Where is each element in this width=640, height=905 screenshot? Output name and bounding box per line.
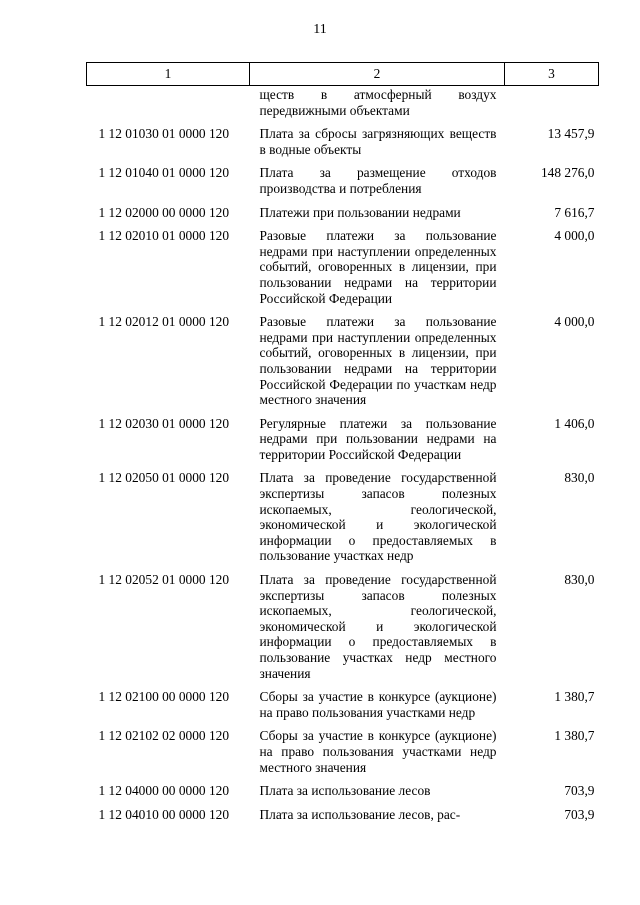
row-amount: 1 380,7 [554, 728, 595, 744]
row-description: Плата за использование лесов [259, 783, 431, 799]
table-row [87, 314, 599, 416]
row-description: Плата за проведение государственной экспертизы запасов полезных ископаемых, геологической, экономической и экологической информации о предоставляемых в пользование участках недр [259, 470, 497, 564]
row-description: Плата за использование лесов, рас- [259, 806, 461, 822]
budget-table [86, 62, 599, 830]
table-row [87, 205, 599, 229]
row-amount: 1 406,0 [554, 415, 595, 431]
row-code: 1 12 01040 01 0000 120 [98, 165, 230, 181]
column-header-amount: 3 [505, 63, 599, 86]
row-description: ществ в атмосферный воздух передвижными объектами [259, 87, 497, 118]
row-code: 1 12 02050 01 0000 120 [98, 470, 230, 486]
column-header-description: 2 [250, 63, 505, 86]
table-row [87, 228, 599, 314]
table-row [87, 689, 599, 728]
row-code [87, 86, 250, 127]
row-code: 1 12 02010 01 0000 120 [98, 228, 230, 244]
table-row [87, 470, 599, 572]
row-description: Сборы за участие в конкурсе (аукционе) на право пользования участками недр [259, 689, 497, 720]
table-row [87, 86, 599, 127]
row-description: Платежи при пользовании недрами [259, 204, 461, 220]
row-description: Плата за сбросы загрязняющих веществ в водные объекты [259, 126, 497, 157]
table-row [87, 572, 599, 689]
row-amount: 4 000,0 [554, 228, 595, 244]
row-code: 1 12 02012 01 0000 120 [98, 314, 230, 330]
table-row [87, 783, 599, 807]
row-amount: 148 276,0 [540, 165, 595, 181]
row-code: 1 12 02102 02 0000 120 [98, 728, 230, 744]
table-row [87, 416, 599, 471]
row-description: Разовые платежи за пользование недрами при наступлении определенных событий, оговоренных в лицензии, при пользовании недрами на территории Российской Федерации по участкам недр местного значения [259, 314, 497, 408]
table-row [87, 728, 599, 783]
row-amount [505, 86, 599, 127]
row-description: Сборы за участие в конкурсе (аукционе) на право пользования участками недр местного значения [259, 728, 497, 775]
row-code: 1 12 02030 01 0000 120 [98, 415, 230, 431]
row-description: Разовые платежи за пользование недрами при наступлении определенных событий, оговоренных в лицензии, при пользовании недрами на территории Российской Федерации [259, 228, 497, 306]
row-code: 1 12 04010 00 0000 120 [98, 806, 230, 822]
row-code: 1 12 02052 01 0000 120 [98, 572, 230, 588]
row-amount: 830,0 [564, 470, 595, 486]
row-code: 1 12 02100 00 0000 120 [98, 689, 230, 705]
table-row [87, 126, 599, 165]
row-amount: 1 380,7 [554, 689, 595, 705]
page-number: 11 [313, 22, 327, 37]
row-amount: 830,0 [564, 572, 595, 588]
row-amount: 4 000,0 [554, 314, 595, 330]
row-amount: 13 457,9 [547, 126, 595, 142]
row-description: Плата за размещение отходов производства и потребления [259, 165, 497, 196]
table-row [87, 807, 599, 831]
row-code: 1 12 04000 00 0000 120 [98, 783, 230, 799]
table-row [87, 165, 599, 204]
column-header-code: 1 [87, 63, 250, 86]
row-code: 1 12 02000 00 0000 120 [98, 204, 230, 220]
row-description: Регулярные платежи за пользование недрами при пользовании недрами на территории Российской Федерации [259, 415, 497, 462]
row-description: Плата за проведение государственной экспертизы запасов полезных ископаемых, геологической, экономической и экологической информации о предоставляемых в пользование участках недр местного значения [259, 572, 497, 681]
table-header-row [87, 63, 599, 86]
row-amount: 7 616,7 [554, 204, 595, 220]
row-amount: 703,9 [564, 806, 595, 822]
row-code: 1 12 01030 01 0000 120 [98, 126, 230, 142]
row-amount: 703,9 [564, 783, 595, 799]
